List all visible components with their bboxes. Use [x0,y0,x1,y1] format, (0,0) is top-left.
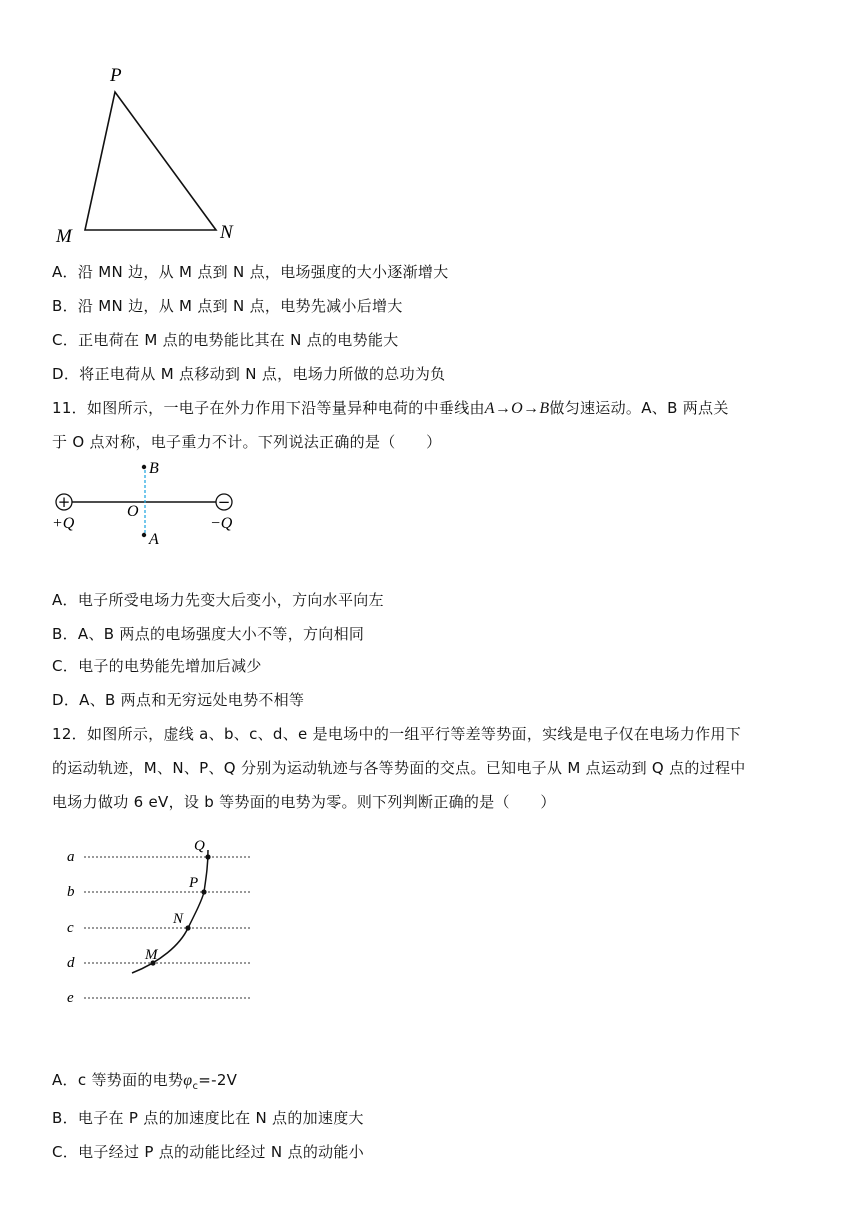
q11-stem-pre: 11．如图所示，一电子在外力作用下沿等量异种电荷的中垂线由 [52,399,485,417]
q10-option-d: D．将正电荷从 M 点移动到 N 点，电场力所做的总功为负 [52,365,446,383]
q12-option-a-text: A．c 等势面的电势 [52,1071,184,1089]
q11-path: A→O→B [484,400,550,417]
point-n [185,925,190,930]
label-n-point: N [173,911,184,927]
label-minus-q: −Q [210,515,233,532]
triangle-figure [50,60,250,250]
q11-option-b: B．A、B 两点的电场强度大小不等，方向相同 [52,625,365,643]
triangle-pmn [85,92,216,230]
q11-stem-line1 [52,398,729,419]
label-p-point: P [189,875,199,891]
plus-sign: + [57,493,71,511]
electron-trajectory [132,850,208,973]
label-a-surface: a [67,849,75,865]
q10-option-b: B．沿 MN 边，从 M 点到 N 点，电势先减小后增大 [52,297,403,315]
q10-option-c: C．正电荷在 M 点的电势能比其在 N 点的电势能大 [52,331,399,349]
q12-option-c: C．电子经过 P 点的动能比经过 N 点的动能小 [52,1143,365,1161]
label-q: Q [194,838,205,854]
q11-option-c: C．电子的电势能先增加后减少 [52,657,262,675]
q12-stem-line1: 12．如图所示，虚线 a、b、c、d、e 是电场中的一组平行等差等势面，实线是电子仅在电场力作用下 [52,725,742,743]
q11-stem-line2: 于 O 点对称，电子重力不计。下列说法正确的是（ ） [52,433,442,451]
q12-option-a-value: =-2V [198,1071,238,1089]
q11-stem-post: 做匀速运动。A、B 两点关 [549,399,729,417]
label-d-surface: d [67,955,75,971]
q12-stem-line2: 的运动轨迹，M、N、P、Q 分别为运动轨迹与各等势面的交点。已知电子从 M 点运动到 Q 点的过程中 [52,759,746,777]
q12-option-b: B．电子在 P 点的加速度比在 N 点的加速度大 [52,1109,364,1127]
label-c-surface: c [67,920,74,936]
label-plus-q: +Q [52,515,75,532]
minus-sign: − [217,493,231,511]
label-m: M [56,226,72,247]
label-e-surface: e [67,990,74,1006]
label-n: N [220,222,233,243]
point-q [205,854,210,859]
q12-option-a [52,1070,237,1097]
dipole-figure [50,458,250,553]
q12-stem-line3: 电场力做功 6 eV，设 b 等势面的电势为零。则下列判断正确的是（ ） [52,793,556,811]
label-b-surface: b [67,884,75,900]
label-a: A [149,531,159,548]
label-b: B [149,460,159,477]
label-m-point: M [145,947,158,963]
q11-option-a: A．电子所受电场力先变大后变小，方向水平向左 [52,591,384,609]
q10-option-a: A．沿 MN 边，从 M 点到 N 点，电场强度的大小逐渐增大 [52,263,449,281]
label-p: P [110,65,122,86]
q11-option-d: D．A、B 两点和无穷远处电势不相等 [52,691,305,709]
equipotential-figure [60,830,270,1010]
point-p [201,889,206,894]
label-o: O [127,503,139,520]
point-b [142,465,146,469]
phi-subscript: c [192,1081,199,1092]
point-a [142,533,146,537]
phi-symbol: φ [183,1072,193,1089]
